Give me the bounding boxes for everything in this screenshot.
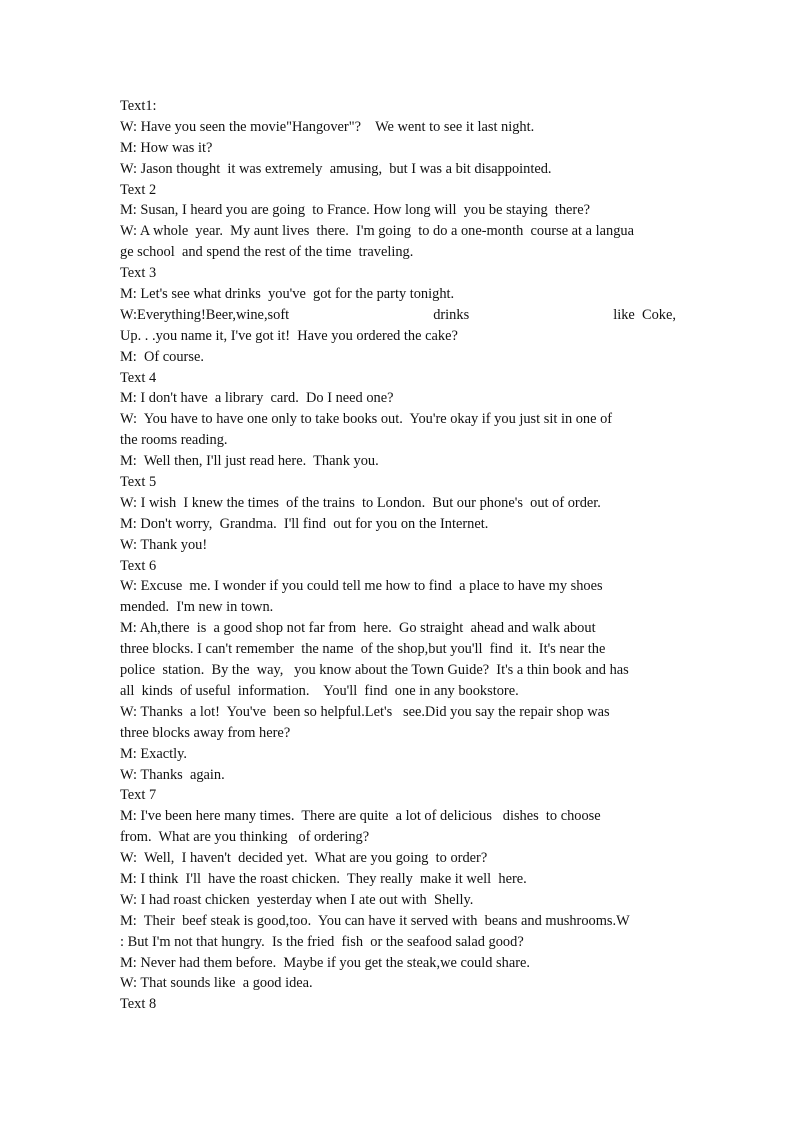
section-heading: Text 7 [120,787,157,804]
dialogue-line: M: Ah,there is a good shop not far from here. Go straight ahead and walk about [120,620,596,637]
dialogue-word: drinks [433,306,470,323]
dialogue-line: W: Jason thought it was extremely amusing, but I was a bit disappointed. [120,160,552,177]
section-heading: Text 5 [120,474,157,491]
dialogue-line: : But I'm not that hungry. Is the fried fish or the seafood salad good? [120,933,524,950]
dialogue-line: W: I had roast chicken yesterday when I ate out with Shelly. [120,891,474,908]
section-heading: Text 2 [120,181,157,198]
dialogue-line: W: Thank you! [120,536,208,553]
document-page [120,96,676,1015]
dialogue-line [120,305,676,326]
dialogue-line: W: Well, I haven't decided yet. What are you going to order? [120,850,488,867]
dialogue-word: like Coke, [613,306,676,323]
dialogue-line: all kinds of useful information. You'll find one in any bookstore. [120,682,519,699]
dialogue-word: W:Everything!Beer,wine,soft [120,306,290,323]
dialogue-line: W: That sounds like a good idea. [120,975,313,992]
dialogue-line: M: Well then, I'll just read here. Thank you. [120,453,379,470]
dialogue-line: three blocks away from here? [120,724,291,741]
dialogue-line: Up. . .you name it, I've got it! Have you ordered the cake? [120,327,458,344]
dialogue-line: M: Exactly. [120,745,188,762]
dialogue-line: W: A whole year. My aunt lives there. I'm going to do a one-month course at a langua [120,223,634,240]
dialogue-line: W: Excuse me. I wonder if you could tell me how to find a place to have my shoes [120,578,603,595]
dialogue-line: M: I've been here many times. There are quite a lot of delicious dishes to choose [120,808,601,825]
dialogue-line: M: I think I'll have the roast chicken. They really make it well here. [120,870,527,887]
dialogue-line: M: Of course. [120,348,204,365]
dialogue-line: W: Have you seen the movie"Hangover"? We went to see it last night. [120,118,535,135]
section-heading: Text 6 [120,557,157,574]
dialogue-line: three blocks. I can't remember the name of the shop,but you'll find it. It's near the [120,641,606,658]
section-heading: Text 8 [120,996,157,1013]
section-heading: Text 4 [120,369,157,386]
dialogue-line: M: I don't have a library card. Do I need one? [120,390,394,407]
dialogue-line: M: How was it? [120,139,213,156]
dialogue-line: M: Let's see what drinks you've got for the party tonight. [120,286,455,303]
dialogue-line: mended. I'm new in town. [120,599,274,616]
dialogue-line: the rooms reading. [120,432,228,449]
dialogue-line: police station. By the way, you know about the Town Guide? It's a thin book and has [120,662,629,679]
dialogue-line: M: Never had them before. Maybe if you get the steak,we could share. [120,954,530,971]
dialogue-line: from. What are you thinking of ordering? [120,829,370,846]
dialogue-line: W: You have to have one only to take books out. You're okay if you just sit in one of [120,411,613,428]
dialogue-line: W: Thanks again. [120,766,225,783]
dialogue-line: ge school and spend the rest of the time traveling. [120,244,414,261]
dialogue-line: M: Susan, I heard you are going to France. How long will you be staying there? [120,202,590,219]
section-heading: Text1: [120,98,157,114]
dialogue-line: W: Thanks a lot! You've been so helpful.Let's see.Did you say the repair shop was [120,703,610,720]
dialogue-line: M: Their beef steak is good,too. You can have it served with beans and mushrooms.W [120,912,630,929]
dialogue-line: M: Don't worry, Grandma. I'll find out for you on the Internet. [120,515,489,532]
dialogue-line: W: I wish I knew the times of the trains to London. But our phone's out of order. [120,494,601,511]
section-heading: Text 3 [120,265,157,282]
